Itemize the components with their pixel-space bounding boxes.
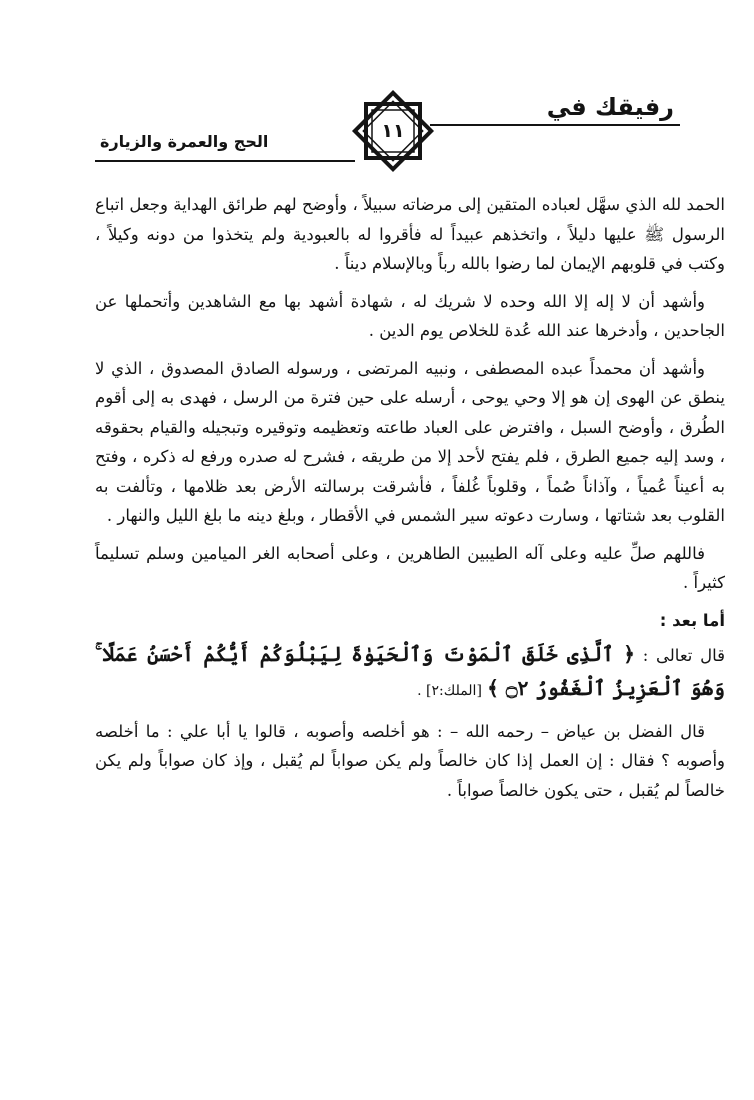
book-title-bottom: الحج والعمرة والزيارة	[100, 132, 269, 151]
quran-verse-block	[95, 637, 725, 707]
book-title-top: رفيقك في	[546, 93, 674, 121]
header-rule-bottom	[95, 160, 355, 162]
praise-paragraph: الحمد لله الذي سهَّل لعباده المتقين إلى مرضاته سبيلاً ، وأوضح لهم طرائق الهداية وجعل اتباع الرسول ﷺ عليها دليلاً ، واتخذهم عبيداً له فأقروا له بالعبودية ولم يتخذوا من دونه وكيلاً ، وكتب في قلوبهم الإيمان لما رضوا بالله رباً وبالإسلام ديناً .	[95, 195, 725, 273]
prophet-paragraph: وأشهد أن محمداً عبده المصطفى ، ونبيه المرتضى ، ورسوله الصادق المصدوق ، الذي لا ينطق عن الهوى إن هو إلا وحي يوحى ، أرسله على حين فترة من الرسل ، فهدى به إلى أقوم الطُرق ، وأوضح السبل ، وافترض على العباد طاعته وتعظيمه وتوقيره وتبجيله والقيام بحقوقه ، وسد إليه جميع الطرق ، فلم يفتح لأحد إلا من طريقه ، فشرح له صدره ورفع له ذكره ، وفتح به أعيناً عُمياً ، وآذاناً صُماً ، وقلوباً غُلفاً ، فأشرقت برسالته الأرض بعد ظلامها ، وتألفت به القلوب بعد شتاتها ، وسارت دعوته سير الشمس في الأقطار ، وبلغ دينه ما بلغ الليل والنهار .	[95, 358, 725, 525]
page-number-badge	[350, 88, 436, 174]
verse-reference: [الملك:٢] .	[417, 683, 482, 699]
amma-baad-heading: أما بعد :	[659, 610, 725, 630]
page-number: ١١	[381, 120, 405, 142]
testimony-paragraph: وأشهد أن لا إله إلا الله وحده لا شريك له ، شهادة أشهد بها مع الشاهدين وأتحملها عن الجاحدين ، وأدخرها عند الله عُدة للخلاص يوم الدين .	[95, 291, 725, 340]
salutation-paragraph: فاللهم صلِّ عليه وعلى آله الطيبين الطاهرين ، وعلى أصحابه الغر الميامين وسلم تسليماً كثيراً .	[95, 543, 725, 592]
page-body	[95, 190, 725, 813]
page-header	[0, 0, 754, 175]
header-rule-top	[430, 124, 680, 126]
quran-verse: ﴿ ٱلَّذِى خَلَقَ ٱلْمَوْتَ وَٱلْحَيَوٰةَ لِيَبْلُوَكُمْ أَيُّكُمْ أَحْسَنُ عَمَلًا ۚ وَهُوَ ٱلْعَزِيزُ ٱلْغَفُورُ ۝٢ ﴾	[95, 642, 725, 700]
verse-lead: قال تعالى :	[642, 646, 726, 665]
fudayl-quote-paragraph: قال الفضل بن عياض – رحمه الله – : هو أخلصه وأصوبه ، قالوا يا أبا علي : ما أخلصه وأصوبه ؟ فقال : إن العمل إذا كان خالصاً ولم يكن صواباً لم يُقبل ، وإذ كان صواباً ولم يكن خالصاً لم يُقبل ، حتى يكون خالصاً صواباً .	[95, 721, 725, 800]
